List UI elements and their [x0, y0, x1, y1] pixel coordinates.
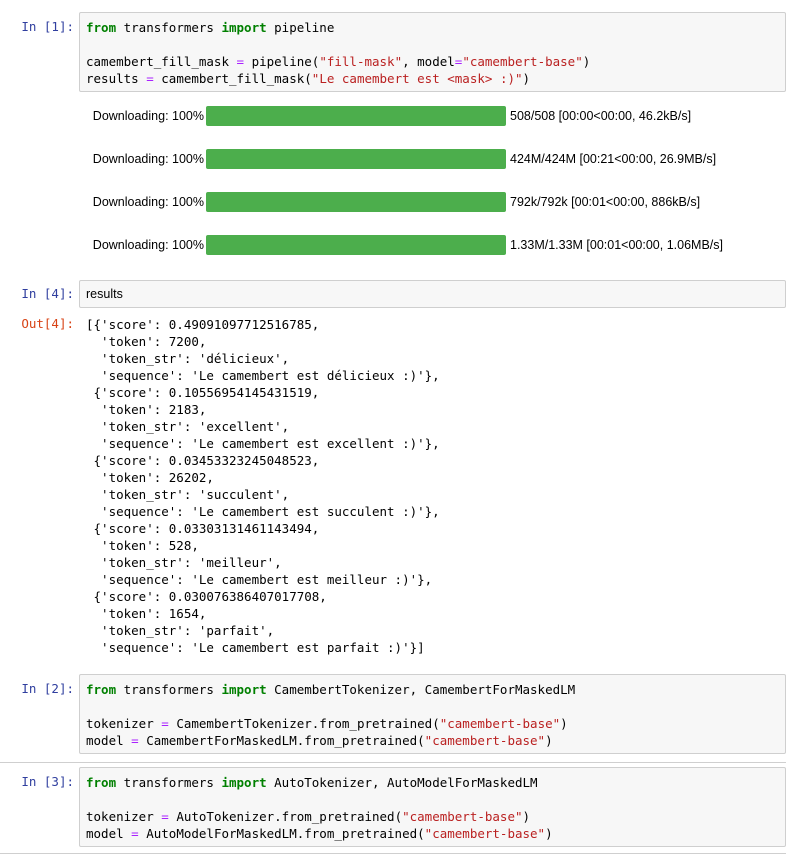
cell-3-editor[interactable] [79, 767, 786, 847]
code-line: results [86, 287, 123, 301]
progress-fill [206, 149, 506, 169]
progress-bar [206, 235, 506, 255]
progress-bar [206, 106, 506, 126]
progress-stat: 508/508 [00:00<00:00, 46.2kB/s] [510, 109, 692, 123]
cell-1-prompt: In [1]: [21, 19, 74, 34]
code-line: model = AutoModelForMaskedLM.from_pretrained("camembert-base") [86, 826, 553, 841]
progress-row [86, 235, 723, 255]
progress-stat: 792k/792k [00:01<00:00, 886kB/s] [510, 195, 701, 209]
progress-label: Downloading: 100% [92, 152, 204, 166]
progress-row [86, 192, 701, 212]
cell-divider [0, 762, 786, 763]
progress-fill [206, 235, 506, 255]
code-line: from transformers import CamembertTokenizer, CamembertForMaskedLM [86, 682, 576, 697]
code-line: results = camembert_fill_mask("Le camembert est <mask> :)") [86, 71, 531, 86]
cell-3-prompt: In [3]: [21, 774, 74, 789]
code-line: tokenizer = CamembertTokenizer.from_pretrained("camembert-base") [86, 716, 568, 731]
cell-4-prompt: In [4]: [21, 286, 74, 301]
code-line: from transformers import AutoTokenizer, AutoModelForMaskedLM [86, 775, 538, 790]
progress-bar [206, 192, 506, 212]
progress-label: Downloading: 100% [92, 238, 204, 252]
code-line: model = CamembertForMaskedLM.from_pretrained("camembert-base") [86, 733, 553, 748]
code-line: tokenizer = AutoTokenizer.from_pretrained("camembert-base") [86, 809, 531, 824]
code-line: camembert_fill_mask = pipeline("fill-mask", model="camembert-base") [86, 54, 591, 69]
cell-divider [0, 853, 786, 854]
cell-4-out-prompt: Out[4]: [21, 316, 74, 331]
progress-stat: 424M/424M [00:21<00:00, 26.9MB/s] [510, 152, 717, 166]
progress-fill [206, 106, 506, 126]
progress-row [86, 106, 692, 126]
progress-label: Downloading: 100% [92, 195, 204, 209]
cell-2-editor[interactable] [79, 674, 786, 754]
cell-2-prompt: In [2]: [21, 681, 74, 696]
progress-bar [206, 149, 506, 169]
code-line: from transformers import pipeline [86, 20, 335, 35]
progress-stat: 1.33M/1.33M [00:01<00:00, 1.06MB/s] [510, 238, 723, 252]
cell-1-editor[interactable] [79, 12, 786, 92]
progress-fill [206, 192, 506, 212]
progress-label: Downloading: 100% [92, 109, 204, 123]
cell-4-output: [{'score': 0.49091097712516785, 'token': 7200, 'token_str': 'délicieux', 'sequence': 'Le camembert est délicieux :)'}, {'score': 0.10556954145431519, 'token': 2183, 'token_str': 'excellent', 'sequence': 'Le camembert est excellent :)'}, {'score': 0.03453323245048523, 'token': 26202, 'token_str': 'succulent', 'sequence': 'Le camembert est succulent :)'}, {'score': 0.03303131461143494, 'token': 528, 'token_str': 'meilleur', 'sequence': 'Le camembert est meilleur :)'}, {'score': 0.030076386407017708, 'token': 1654, 'token_str': 'parfait', 'sequence': 'Le camembert est parfait :)'}] [86, 317, 440, 655]
cell-4-editor[interactable] [79, 280, 786, 308]
progress-row [86, 149, 717, 169]
